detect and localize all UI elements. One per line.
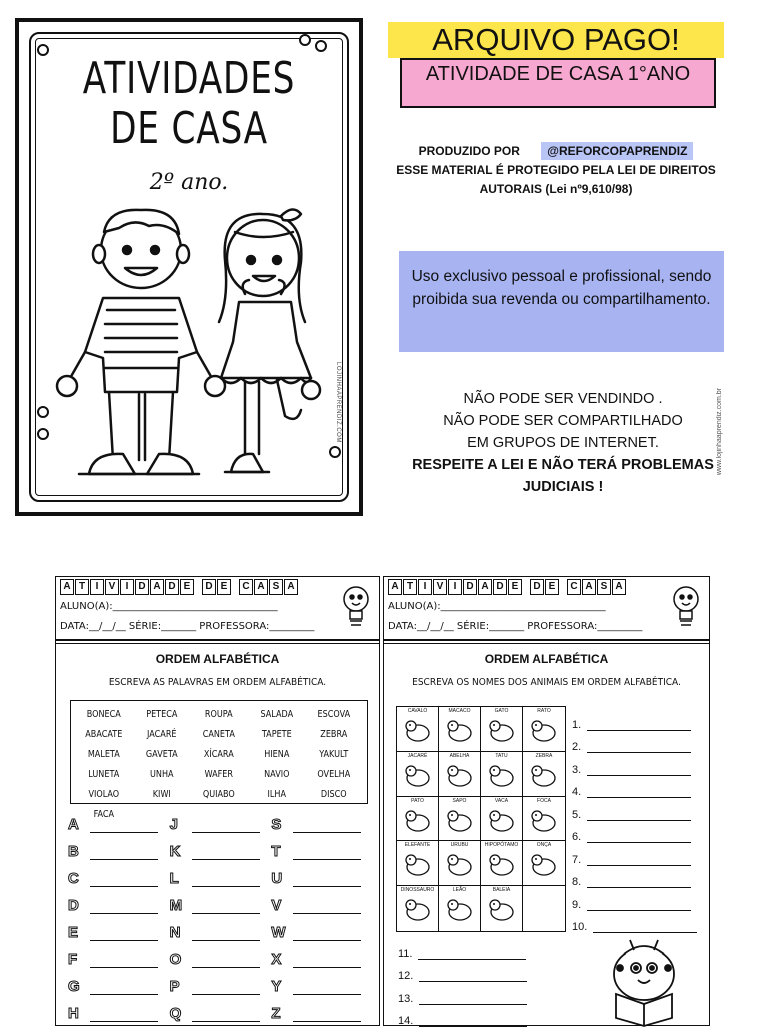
numbered-answer-row: [398, 982, 527, 1005]
produced-by-label: PRODUZIDO POR: [418, 144, 520, 158]
title-letter-box: D: [202, 579, 216, 595]
letter-label: Z: [271, 1005, 281, 1022]
cover-page: [15, 18, 363, 516]
word-item: WAFER: [204, 769, 234, 780]
word-item: YAKULT: [319, 749, 349, 760]
letter-answer-row: [68, 843, 170, 860]
animal-name: RATO: [537, 708, 551, 714]
animal-name: PATO: [411, 797, 424, 804]
word-item: PETECA: [145, 709, 177, 720]
answer-line[interactable]: [192, 993, 260, 995]
letter-label: P: [169, 978, 180, 995]
word-item: KIWI: [152, 789, 171, 800]
ring-icon: [299, 34, 311, 46]
animal-drawing-icon: [403, 897, 433, 923]
word-item: MALETA: [87, 749, 120, 760]
answer-line[interactable]: [192, 966, 260, 968]
answer-number: 7.: [572, 853, 582, 866]
title-letter-box: E: [180, 579, 194, 595]
answer-line[interactable]: [90, 966, 158, 968]
answer-number: 6.: [572, 831, 582, 843]
data-line: DATA:__/__/__ SÉRIE:_______ PROFESSORA:_________: [388, 621, 643, 632]
title-letter-box: A: [150, 579, 164, 595]
letter-answer-row: [170, 1005, 272, 1022]
cover-title-line1: ATIVIDADES: [82, 53, 296, 104]
worksheet-title: [388, 579, 627, 595]
letter-label: D: [68, 897, 79, 914]
word-bank: [70, 700, 368, 820]
ring-icon: [37, 428, 49, 440]
answer-line[interactable]: [419, 971, 527, 982]
ring-icon: [315, 40, 327, 52]
animal-drawing-icon: [445, 763, 475, 789]
title-letter-box: E: [508, 579, 522, 595]
animal-drawing-icon: [403, 852, 433, 878]
animal-drawing-icon: [529, 763, 559, 789]
title-letter-box: V: [105, 579, 119, 595]
animal-name: ELEFANTE: [404, 842, 431, 849]
warning-line4: RESPEITE A LEI E NÃO TERÁ PROBLEMAS: [412, 457, 714, 473]
letter-answer-row: [68, 924, 170, 941]
lightbulb-mascot-icon: [339, 581, 373, 631]
warning-line3: EM GRUPOS DE INTERNET.: [467, 435, 659, 451]
answer-number: 8.: [572, 876, 582, 888]
numbered-answer-row: [572, 798, 697, 821]
animal-drawing-icon: [487, 763, 517, 789]
word-item: ROUPA: [205, 709, 233, 720]
word-item: ZEBRA: [320, 729, 348, 740]
animal-drawing-icon: [487, 808, 517, 834]
animal-name: CAVALO: [407, 708, 428, 714]
letter-label: G: [68, 978, 80, 995]
cover-subtitle: 2º ano.: [149, 170, 229, 195]
animal-cell: [397, 886, 439, 931]
animal-drawing-icon: [445, 897, 475, 923]
word-item: OVELHA: [317, 769, 351, 780]
answer-line[interactable]: [293, 939, 361, 941]
word-item: CANETA: [202, 729, 236, 740]
title-letter-box: D: [165, 579, 179, 595]
animal-drawing-icon: [529, 808, 559, 834]
numbered-answer-row: [572, 708, 697, 731]
answer-line[interactable]: [587, 900, 691, 911]
answer-line[interactable]: [90, 912, 158, 914]
answer-line[interactable]: [593, 922, 697, 933]
ladybug-reading-icon: [594, 934, 694, 1029]
title-gap: [560, 579, 566, 593]
answer-line[interactable]: [192, 939, 260, 941]
sub-banner-text: ATIVIDADE DE CASA 1°ANO: [425, 63, 691, 85]
title-letter-box: E: [217, 579, 231, 595]
animal-cell: [439, 752, 481, 797]
animal-name: SAPO: [452, 797, 467, 804]
worksheet-body: [56, 643, 379, 1025]
title-letter-box: C: [239, 579, 253, 595]
letter-answer-row: [68, 870, 170, 887]
animal-name: HIPOPÓTAMO: [484, 842, 519, 849]
word-item: QUIABO: [203, 789, 235, 800]
answer-line[interactable]: [90, 885, 158, 887]
answer-line[interactable]: [587, 855, 691, 866]
letter-answer-row: [271, 924, 373, 941]
ring-icon: [329, 446, 341, 458]
letter-label: V: [271, 897, 282, 914]
animal-cell: [481, 752, 523, 797]
animal-name: BALEIA: [492, 887, 511, 894]
warning-block: [396, 388, 730, 498]
word-item: NAVIO: [263, 769, 290, 780]
animal-cell: [397, 841, 439, 886]
letter-answer-row: [68, 897, 170, 914]
lightbulb-mascot-icon: [669, 581, 703, 631]
word-item: ABACATE: [85, 729, 123, 740]
letter-answer-row: [170, 816, 272, 833]
answer-line[interactable]: [419, 994, 527, 1005]
numbered-answer-row: [572, 753, 697, 776]
animal-picture-grid: [396, 706, 566, 932]
banner-title: ARQUIVO PAGO!: [432, 22, 680, 57]
letter-label: F: [68, 951, 78, 968]
answer-number: 9.: [572, 898, 582, 911]
answer-line[interactable]: [90, 939, 158, 941]
word-item: DISCO: [321, 789, 348, 800]
letter-answer-row: [271, 978, 373, 995]
letter-label: S: [271, 816, 282, 833]
animal-name: ONÇA: [536, 842, 552, 849]
letter-answer-row: [271, 843, 373, 860]
title-letter-box: I: [120, 579, 134, 595]
letter-label: K: [169, 843, 181, 860]
word-item: UNHA: [149, 769, 174, 780]
title-gap: [195, 579, 201, 593]
title-gap: [232, 579, 238, 593]
answer-line[interactable]: [293, 858, 361, 860]
animal-cell: [523, 797, 565, 842]
worksheet-left: [55, 576, 380, 1026]
answer-list-11-14: [398, 937, 527, 1027]
data-line: DATA:__/__/__ SÉRIE:_______ PROFESSORA:_________: [60, 621, 315, 632]
letter-answer-row: [68, 1005, 170, 1022]
aluno-line: ALUNO(A):_________________________________: [388, 601, 606, 612]
word-item: VIOLÃO: [88, 789, 120, 800]
letter-answer-row: [68, 978, 170, 995]
numbered-answer-row: [572, 776, 697, 799]
answer-number: 3.: [572, 763, 582, 776]
animal-cell: [481, 886, 523, 931]
numbered-answer-row: [572, 866, 697, 889]
letter-answer-row: [271, 897, 373, 914]
answer-number: 5.: [572, 808, 582, 821]
animal-drawing-icon: [445, 808, 475, 834]
letter-answer-row: [170, 924, 272, 941]
numbered-answer-row: [398, 937, 527, 960]
warning-line2: NÃO PODE SER COMPARTILHADO: [443, 413, 683, 429]
title-letter-box: V: [433, 579, 447, 595]
letter-answer-row: [170, 843, 272, 860]
side-url: www.lojinhaaprendiz.com.br: [716, 388, 723, 476]
letter-answer-row: [170, 897, 272, 914]
letter-answer-row: [271, 1005, 373, 1022]
title-letter-box: S: [597, 579, 611, 595]
animal-name: MACACO: [448, 708, 471, 714]
answer-line[interactable]: [293, 831, 361, 833]
word-grid: [71, 701, 367, 828]
letter-answer-row: [271, 816, 373, 833]
answer-number: 13.: [398, 992, 414, 1005]
animal-name: LEÃO: [452, 887, 467, 894]
answer-line[interactable]: [587, 765, 691, 776]
letter-label: E: [68, 924, 79, 941]
animal-drawing-icon: [487, 897, 517, 923]
cover-title-line2: DE CASA: [110, 103, 268, 154]
title-letter-box: D: [493, 579, 507, 595]
letter-label: B: [68, 843, 79, 860]
numbered-answer-row: [572, 888, 697, 911]
letter-answer-row: [170, 951, 272, 968]
answer-number: 2.: [572, 741, 582, 753]
title-letter-box: A: [388, 579, 402, 595]
answer-number: 1.: [572, 718, 582, 731]
word-item: JACARÉ: [146, 729, 177, 740]
animal-cell: [523, 841, 565, 886]
letter-label: T: [271, 843, 281, 860]
animal-name: ZEBRA: [535, 752, 553, 759]
answer-line[interactable]: [192, 885, 260, 887]
title-gap: [523, 579, 529, 593]
title-letter-box: I: [418, 579, 432, 595]
answer-line[interactable]: [418, 949, 526, 960]
letter-label: H: [68, 1005, 79, 1022]
answer-line[interactable]: [419, 1016, 527, 1027]
animal-cell: [439, 841, 481, 886]
animal-cell: [523, 752, 565, 797]
worksheet-title: [60, 579, 299, 595]
animal-cell: [439, 707, 481, 752]
answer-line[interactable]: [293, 1020, 361, 1022]
answer-line[interactable]: [587, 810, 691, 821]
answer-line[interactable]: [192, 858, 260, 860]
title-letter-box: D: [530, 579, 544, 595]
numbered-answer-row: [572, 911, 697, 934]
animal-name: VACA: [494, 797, 509, 804]
answer-line[interactable]: [293, 966, 361, 968]
title-letter-box: E: [545, 579, 559, 595]
title-letter-box: D: [135, 579, 149, 595]
title-letter-box: C: [567, 579, 581, 595]
animal-drawing-icon: [445, 852, 475, 878]
numbered-answer-row: [572, 731, 697, 754]
letter-label: X: [271, 951, 282, 968]
animal-cell: [481, 841, 523, 886]
answer-line[interactable]: [192, 912, 260, 914]
worksheet-body: [384, 643, 709, 1025]
letter-label: Y: [271, 978, 282, 995]
title-letter-box: A: [60, 579, 74, 595]
word-item: BONECA: [86, 709, 121, 720]
title-letter-box: I: [90, 579, 104, 595]
answer-line[interactable]: [192, 831, 260, 833]
answer-line[interactable]: [90, 858, 158, 860]
aluno-line: ALUNO(A):_________________________________: [60, 601, 278, 612]
animal-drawing-icon: [529, 852, 559, 878]
answer-number: 4.: [572, 786, 582, 798]
animal-name: TATU: [495, 752, 508, 759]
cover-side-credit: LOJINHAAPRENDIZ.COM: [335, 362, 341, 443]
produced-by-handle: @REFORCOPAPRENDIZ: [541, 142, 693, 160]
sub-banner: [400, 58, 716, 108]
title-letter-box: T: [75, 579, 89, 595]
usage-notice-text: Uso exclusivo pessoal e profissional, sendo proibida sua revenda ou compartilhamento.: [411, 268, 712, 308]
word-item: SALADA: [260, 709, 293, 720]
answer-list-1-10: [572, 708, 697, 933]
word-item: ILHA: [267, 789, 286, 800]
title-letter-box: A: [582, 579, 596, 595]
letter-answer-row: [68, 816, 170, 833]
letter-label: L: [169, 870, 179, 887]
word-item: FACA: [93, 809, 115, 820]
letter-answer-row: [271, 951, 373, 968]
copyright-line2: AUTORAIS (Lei nº9,610/98): [479, 182, 633, 196]
letter-label: O: [169, 951, 182, 968]
animal-cell: [397, 752, 439, 797]
answer-number: 14.: [398, 1015, 414, 1027]
letter-answer-row: [68, 951, 170, 968]
produced-by-block: [388, 142, 724, 199]
animal-name: JACARÉ: [407, 752, 428, 759]
answer-number: 10.: [572, 921, 588, 933]
answer-number: 11.: [398, 947, 413, 960]
word-item: TAPETE: [261, 729, 292, 740]
title-letter-box: A: [612, 579, 626, 595]
aluno-label: ALUNO(A):: [60, 601, 113, 612]
worksheet-instruction: ESCREVA AS PALAVRAS EM ORDEM ALFABÉTICA.: [108, 677, 327, 688]
title-letter-box: A: [284, 579, 298, 595]
title-letter-box: T: [403, 579, 417, 595]
animal-cell: [439, 797, 481, 842]
animal-drawing-icon: [403, 718, 433, 744]
letter-label: N: [169, 924, 181, 941]
letter-label: M: [169, 897, 183, 914]
animal-cell: [481, 707, 523, 752]
letter-label: C: [68, 870, 79, 887]
animal-name: URUBU: [450, 842, 469, 849]
letter-label: W: [271, 924, 286, 941]
title-letter-box: A: [254, 579, 268, 595]
answer-line[interactable]: [587, 787, 691, 798]
aluno-label: ALUNO(A):: [388, 601, 441, 612]
ring-icon: [37, 44, 49, 56]
numbered-answer-row: [572, 821, 697, 844]
worksheet-right: [383, 576, 710, 1026]
animal-drawing-icon: [529, 718, 559, 744]
word-item: HIENA: [264, 749, 290, 760]
answer-line[interactable]: [293, 993, 361, 995]
word-item: GAVETA: [145, 749, 178, 760]
alphabet-answer-grid: [68, 816, 373, 1022]
animal-cell: [397, 707, 439, 752]
answer-line[interactable]: [293, 885, 361, 887]
animal-cell: [523, 886, 565, 931]
warning-line1: NÃO PODE SER VENDINDO .: [463, 391, 663, 407]
answer-line[interactable]: [90, 831, 158, 833]
usage-notice: [399, 251, 724, 352]
word-item: XÍCARA: [204, 749, 234, 760]
worksheet-heading: ORDEM ALFABÉTICA: [484, 652, 609, 666]
letter-answer-row: [170, 978, 272, 995]
animal-name: GATO: [494, 708, 509, 714]
animal-name: FOCA: [537, 797, 551, 804]
animal-cell: [523, 707, 565, 752]
word-item: LUNETA: [88, 769, 120, 780]
copyright-line1: ESSE MATERIAL É PROTEGIDO PELA LEI DE DIREITOS: [396, 163, 716, 177]
answer-line[interactable]: [90, 993, 158, 995]
worksheet-instruction: ESCREVA OS NOMES DOS ANIMAIS EM ORDEM ALFABÉTICA.: [412, 677, 681, 688]
numbered-answer-row: [398, 960, 527, 983]
letter-answer-row: [170, 870, 272, 887]
answer-line[interactable]: [90, 1020, 158, 1022]
animal-cell: [481, 797, 523, 842]
worksheet-heading: ORDEM ALFABÉTICA: [155, 652, 280, 666]
ring-icon: [37, 406, 49, 418]
answer-line[interactable]: [587, 832, 691, 843]
numbered-answer-row: [572, 843, 697, 866]
animal-drawing-icon: [487, 718, 517, 744]
answer-line[interactable]: [587, 742, 691, 753]
animal-name: ABELHA: [449, 752, 470, 759]
title-letter-box: S: [269, 579, 283, 595]
kids-illustration: [49, 202, 329, 482]
warning-line5: JUDICIAIS !: [522, 479, 604, 495]
title-letter-box: D: [463, 579, 477, 595]
animal-name: DINOSSAURO: [400, 887, 435, 894]
answer-line[interactable]: [587, 877, 691, 888]
title-letter-box: A: [478, 579, 492, 595]
animal-cell: [439, 886, 481, 931]
animal-drawing-icon: [403, 763, 433, 789]
worksheet-header: [384, 577, 709, 641]
animal-cell: [397, 797, 439, 842]
animal-drawing-icon: [445, 718, 475, 744]
letter-label: U: [271, 870, 283, 887]
letter-answer-row: [271, 870, 373, 887]
letter-label: Q: [169, 1005, 182, 1022]
animal-drawing-icon: [403, 808, 433, 834]
word-item: ESCOVA: [317, 709, 351, 720]
title-letter-box: I: [448, 579, 462, 595]
animal-drawing-icon: [487, 852, 517, 878]
answer-number: 12.: [398, 970, 414, 982]
letter-label: A: [68, 816, 79, 833]
answer-line[interactable]: [587, 720, 691, 731]
letter-label: J: [169, 816, 178, 833]
worksheet-header: [56, 577, 379, 641]
cover-title: [56, 54, 321, 154]
answer-line[interactable]: [192, 1020, 260, 1022]
answer-line[interactable]: [293, 912, 361, 914]
